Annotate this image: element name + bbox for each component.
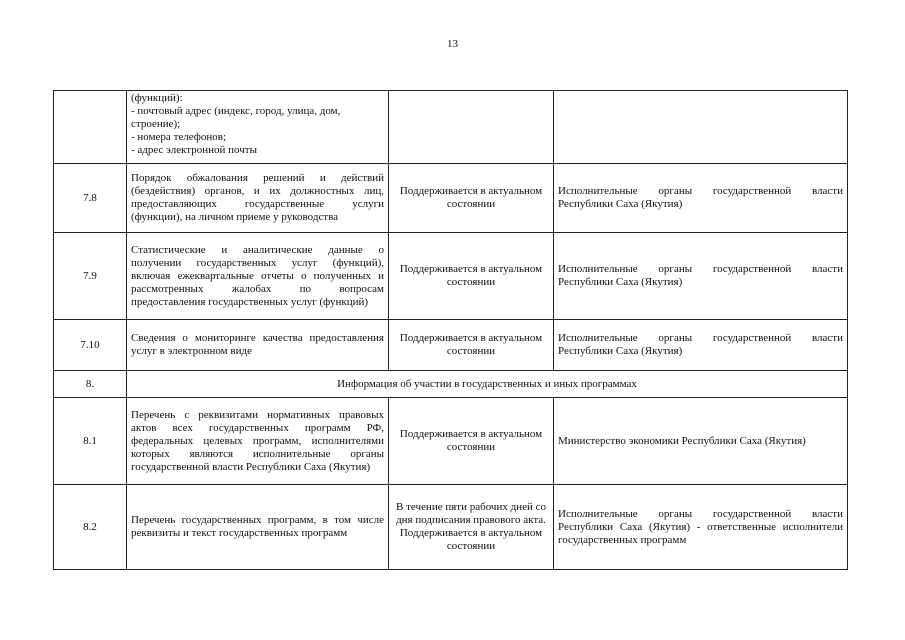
row-number-cell: 7.8 xyxy=(54,164,127,233)
row-number-cell: 8.2 xyxy=(54,485,127,570)
description-cell: Порядок обжалования решений и действий (бездействия) органов, и их должностных лиц, предоставляющих государственные услуги (функции), на личном приеме у руководства xyxy=(127,164,389,233)
section-title-cell: Информация об участии в государственных и иных программах xyxy=(127,371,848,398)
document-table xyxy=(53,90,848,570)
row-number-cell: 7.10 xyxy=(54,320,127,371)
responsible-cell: Исполнительные органы государственной власти Республики Саха (Якутия) xyxy=(554,233,848,320)
table-row xyxy=(54,320,848,371)
status-cell: Поддерживается в актуальном состоянии xyxy=(389,233,554,320)
contact-line: - почтовый адрес (индекс, город, улица, дом, строение); xyxy=(131,105,341,130)
section-row xyxy=(54,371,848,398)
table-row xyxy=(54,233,848,320)
responsible-cell: Исполнительные органы государственной власти Республики Саха (Якутия) - ответственные исполнители государственных программ xyxy=(554,485,848,570)
section-number-cell: 8. xyxy=(54,371,127,398)
table-row xyxy=(54,164,848,233)
description-cell: Перечень с реквизитами нормативных правовых актов всех государственных программ РФ, федеральных целевых программ, исполнителями которых являются исполнительные органы государственной власти Республики Саха (Якутия) xyxy=(127,398,389,485)
responsible-cell: Исполнительные органы государственной власти Республики Саха (Якутия) xyxy=(554,320,848,371)
page-number: 13 xyxy=(447,38,458,50)
description-cell: Сведения о мониторинге качества предоставления услуг в электронном виде xyxy=(127,320,389,371)
status-cell xyxy=(389,91,554,164)
status-cell: Поддерживается в актуальном состоянии xyxy=(389,164,554,233)
row-number-cell: 8.1 xyxy=(54,398,127,485)
row-number-cell: 7.9 xyxy=(54,233,127,320)
description-cell: Статистические и аналитические данные о получении государственных услуг (функций), включая ежеквартальные отчеты о полученных и рассмотренных жалобах по вопросам предоставления государственных услуг (функций) xyxy=(127,233,389,320)
contact-line: (функций): xyxy=(131,92,183,104)
status-cell: Поддерживается в актуальном состоянии xyxy=(389,398,554,485)
responsible-cell: Министерство экономики Республики Саха (Якутия) xyxy=(554,398,848,485)
table-row xyxy=(54,398,848,485)
status-cell: В течение пяти рабочих дней со дня подписания правового акта. Поддерживается в актуальном состоянии xyxy=(389,485,554,570)
table-row xyxy=(54,91,848,164)
description-cell xyxy=(127,91,389,164)
responsible-cell xyxy=(554,91,848,164)
status-cell: Поддерживается в актуальном состоянии xyxy=(389,320,554,371)
row-number-cell xyxy=(54,91,127,164)
responsible-cell: Исполнительные органы государственной власти Республики Саха (Якутия) xyxy=(554,164,848,233)
contact-line: - адрес электронной почты xyxy=(131,144,257,156)
description-cell: Перечень государственных программ, в том числе реквизиты и текст государственных программ xyxy=(127,485,389,570)
table-row xyxy=(54,485,848,570)
contact-line: - номера телефонов; xyxy=(131,131,227,143)
